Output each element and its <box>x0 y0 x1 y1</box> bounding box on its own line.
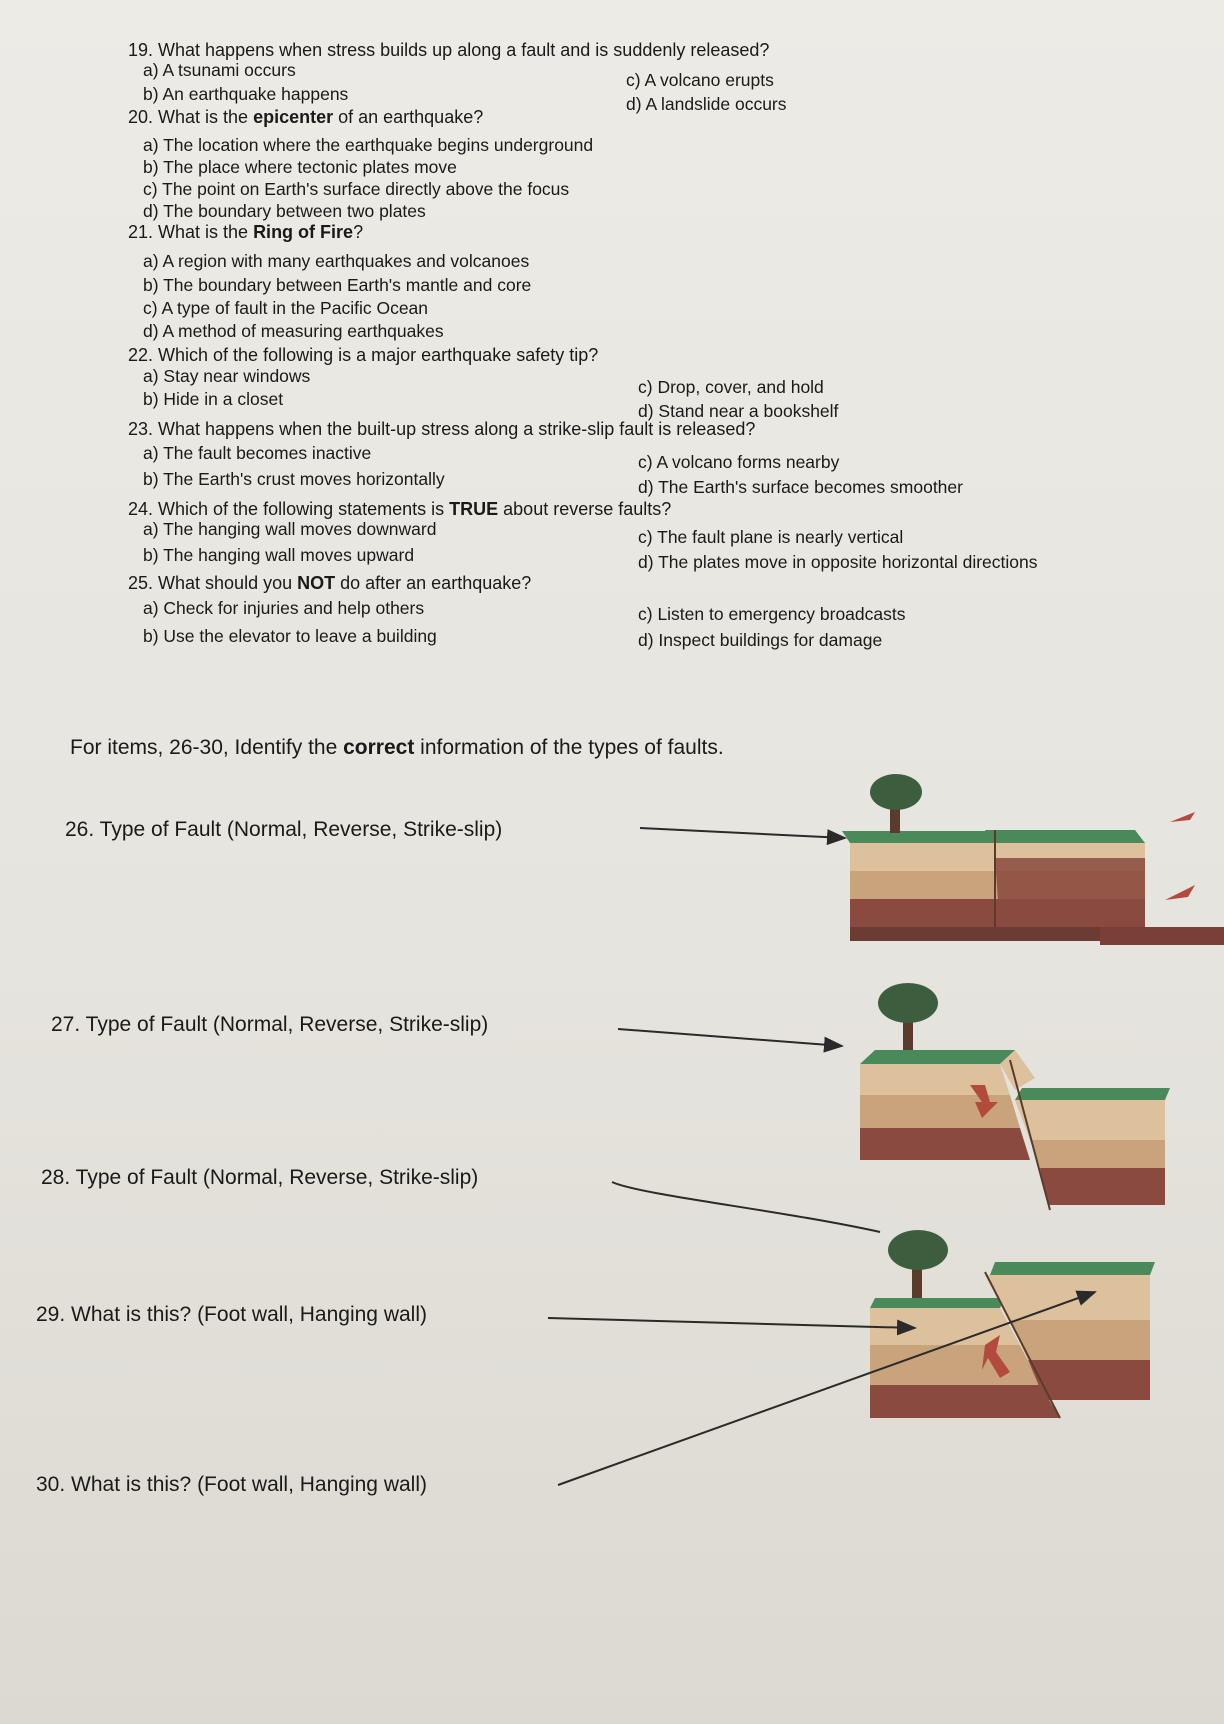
block1-grass <box>842 831 1000 843</box>
question-21-option-a: a) A region with many earthquakes and volcanoes <box>143 251 530 271</box>
question-20-option-d: d) The boundary between two plates <box>143 201 426 221</box>
tree-icon <box>888 1230 948 1298</box>
block1-tan <box>850 871 995 899</box>
question-22-option-a: a) Stay near windows <box>143 366 311 386</box>
question-21-prompt-pre: 21. What is the <box>128 222 254 242</box>
question-20-option-b: b) The place where tectonic plates move <box>143 157 457 177</box>
item-28: 28. Type of Fault (Normal, Reverse, Strike-slip) <box>41 1166 479 1189</box>
question-20-prompt-pre: 20. What is the <box>128 107 254 127</box>
question-24-option-a: a) The hanging wall moves downward <box>143 519 437 539</box>
question-20-option-c: c) The point on Earth's surface directly above the focus <box>143 179 570 199</box>
item-29: 29. What is this? (Foot wall, Hanging wall) <box>36 1303 427 1326</box>
question-22-option-d: d) Stand near a bookshelf <box>638 401 839 421</box>
instructions-post: information of the types of faults. <box>414 736 724 759</box>
item-27: 27. Type of Fault (Normal, Reverse, Strike-slip) <box>51 1013 489 1036</box>
question-23-option-a: a) The fault becomes inactive <box>143 443 372 463</box>
tree-icon <box>878 983 938 1050</box>
question-25-prompt-post: do after an earthquake? <box>335 573 532 593</box>
question-25-option-c: c) Listen to emergency broadcasts <box>638 604 906 624</box>
item-26: 26. Type of Fault (Normal, Reverse, Strike-slip) <box>65 818 503 841</box>
question-20-option-a: a) The location where the earthquake begins underground <box>143 135 594 155</box>
question-19-option-d: d) A landslide occurs <box>626 94 787 114</box>
question-25-prompt-bold: NOT <box>297 573 336 593</box>
question-25-option-d: d) Inspect buildings for damage <box>638 630 883 650</box>
question-21-option-d: d) A method of measuring earthquakes <box>143 321 444 341</box>
question-22-option-c: c) Drop, cover, and hold <box>638 377 824 397</box>
arrow-icon <box>1170 812 1195 822</box>
question-24-option-b: b) The hanging wall moves upward <box>143 545 415 565</box>
question-19-prompt: 19. What happens when stress builds up along a fault and is suddenly released? <box>128 40 770 60</box>
arrow-icon <box>1165 885 1195 900</box>
normal-fault-diagram <box>612 983 1170 1232</box>
question-22-option-b: b) Hide in a closet <box>143 389 284 409</box>
question-20-prompt-bold: epicenter <box>253 107 334 127</box>
question-19-option-b: b) An earthquake happens <box>143 84 349 104</box>
question-19-option-c: c) A volcano erupts <box>626 70 774 90</box>
question-21-prompt-post: ? <box>353 222 364 242</box>
question-20-prompt-post: of an earthquake? <box>333 107 484 127</box>
question-22-prompt: 22. Which of the following is a major earthquake safety tip? <box>128 345 599 365</box>
question-24-prompt-bold: TRUE <box>449 499 499 519</box>
question-24-prompt-post: about reverse faults? <box>498 499 672 519</box>
question-21-option-c: c) A type of fault in the Pacific Ocean <box>143 298 429 318</box>
question-24-option-c: c) The fault plane is nearly vertical <box>638 527 904 547</box>
strike-slip-fault-diagram <box>640 774 1224 945</box>
question-25-option-b: b) Use the elevator to leave a building <box>143 626 437 646</box>
block1-brown <box>850 899 995 927</box>
question-23-option-d: d) The Earth's surface becomes smoother <box>638 477 963 497</box>
question-19-option-a: a) A tsunami occurs <box>143 60 296 80</box>
question-21-option-b: b) The boundary between Earth's mantle and core <box>143 275 532 295</box>
instructions-pre: For items, 26-30, Identify the <box>70 736 344 759</box>
item-30: 30. What is this? (Foot wall, Hanging wall) <box>36 1473 427 1496</box>
question-23-prompt: 23. What happens when the built-up stress along a strike-slip fault is released? <box>128 419 756 439</box>
instructions-bold: correct <box>343 736 415 759</box>
question-23-option-b: b) The Earth's crust moves horizontally <box>143 469 445 489</box>
question-25-option-a: a) Check for injuries and help others <box>143 598 425 618</box>
question-24-option-d: d) The plates move in opposite horizontal directions <box>638 552 1038 572</box>
question-23-option-c: c) A volcano forms nearby <box>638 452 840 472</box>
question-25-prompt-pre: 25. What should you <box>128 573 298 593</box>
block1-sand <box>850 843 995 871</box>
reverse-fault-diagram <box>548 1230 1155 1485</box>
tree-icon <box>870 774 922 833</box>
question-21-prompt-bold: Ring of Fire <box>253 222 354 242</box>
question-24-prompt-pre: 24. Which of the following statements is <box>128 499 450 519</box>
